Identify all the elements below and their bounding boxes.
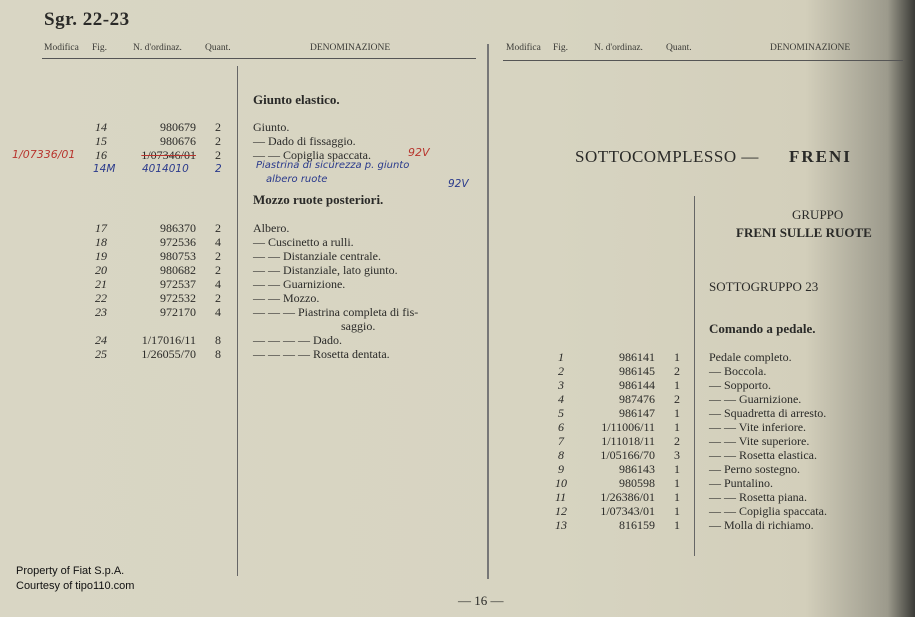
quantity: 2 [674, 434, 680, 448]
quantity: 8 [215, 347, 221, 361]
sottocomplesso-label: SOTTOCOMPLESSO — [575, 147, 759, 166]
part-number: 986143 [619, 462, 655, 476]
fig-number: 23 [95, 305, 107, 319]
quantity: 1 [674, 504, 680, 518]
part-description: Albero. [253, 221, 290, 235]
fig-number: 17 [95, 221, 107, 235]
quantity: 2 [215, 291, 221, 305]
fig-number: 9 [558, 462, 564, 476]
part-description: Giunto. [253, 120, 290, 134]
quantity: 4 [215, 235, 221, 249]
page-title: Sgr. 22-23 [44, 9, 130, 30]
header-rule-right [503, 60, 903, 61]
handwritten-description: Piastrina di sicurezza p. giunto [256, 160, 410, 171]
quantity: 4 [215, 305, 221, 319]
handwritten-part-number: 4014010 [142, 163, 189, 175]
section-title-comando: Comando a pedale. [709, 321, 816, 336]
column-divider-left [237, 66, 238, 576]
part-number: 1/26055/70 [141, 347, 196, 361]
fig-number: 5 [558, 406, 564, 420]
handwritten-note-92v-2: 92V [448, 178, 469, 190]
section-title-mozzo: Mozzo ruote posteriori. [253, 192, 384, 207]
part-number: 972532 [160, 291, 196, 305]
part-number: 972537 [160, 277, 196, 291]
sottogruppo-label: SOTTOGRUPPO 23 [709, 279, 819, 294]
part-description: — — Guarnizione. [709, 392, 802, 406]
part-description: — Puntalino. [709, 476, 774, 490]
part-description: — Perno sostegno. [709, 462, 800, 476]
handwritten-description-2: albero ruote [266, 174, 328, 185]
quantity: 2 [215, 263, 221, 277]
gruppo-name: FRENI SULLE RUOTE [736, 225, 872, 240]
page-number: — 16 — [458, 593, 504, 608]
quantity: 2 [674, 392, 680, 406]
header-quant-right: Quant. [666, 43, 692, 53]
quantity: 2 [215, 134, 221, 148]
quantity: 4 [215, 277, 221, 291]
watermark-line-2: Courtesy of tipo110.com [16, 580, 135, 592]
part-number: 986370 [160, 221, 196, 235]
part-number: 1/26386/01 [600, 490, 655, 504]
part-number: 980753 [160, 249, 196, 263]
part-number: 1/17016/11 [141, 333, 196, 347]
part-description: — — — — Rosetta dentata. [253, 347, 390, 361]
part-description: — — Copiglia spaccata. [253, 148, 371, 162]
fig-number: 4 [558, 392, 564, 406]
sottocomplesso-name: FRENI [789, 147, 852, 166]
part-description: — — Rosetta elastica. [709, 448, 817, 462]
quantity: 1 [674, 462, 680, 476]
quantity: 1 [674, 490, 680, 504]
part-number: 980682 [160, 263, 196, 277]
part-description: — — Copiglia spaccata. [709, 504, 827, 518]
part-number-struck: 1/07346/01 [141, 148, 196, 162]
part-number: 972170 [160, 305, 196, 319]
header-ordinaz-left: N. d'ordinaz. [133, 43, 182, 53]
part-number: 1/05166/70 [600, 448, 655, 462]
fig-number: 21 [95, 277, 107, 291]
fig-number: 2 [558, 364, 564, 378]
fig-number: 10 [555, 476, 567, 490]
header-fig-left: Fig. [92, 43, 108, 53]
part-description: — Molla di richiamo. [709, 518, 814, 532]
fig-number: 20 [95, 263, 107, 277]
part-description: — — Distanziale centrale. [253, 249, 381, 263]
handwritten-quantity: 2 [215, 163, 222, 175]
part-description: — — Rosetta piana. [709, 490, 807, 504]
part-number: 1/11006/11 [601, 420, 655, 434]
fig-number: 19 [95, 249, 107, 263]
quantity: 1 [674, 420, 680, 434]
part-description: — Sopporto. [709, 378, 772, 392]
part-description: — — Guarnizione. [253, 277, 346, 291]
fig-number: 3 [558, 378, 564, 392]
fig-number: 14 [95, 120, 107, 134]
part-description: — Dado di fissaggio. [253, 134, 356, 148]
part-number: 980679 [160, 120, 196, 134]
fig-number: 13 [555, 518, 567, 532]
fig-number: 15 [95, 134, 107, 148]
quantity: 8 [215, 333, 221, 347]
quantity: 2 [215, 221, 221, 235]
part-number: 816159 [619, 518, 655, 532]
quantity: 3 [674, 448, 680, 462]
header-quant-left: Quant. [205, 43, 231, 53]
quantity: 2 [674, 364, 680, 378]
part-description: Pedale completo. [709, 350, 792, 364]
quantity: 1 [674, 518, 680, 532]
fig-number: 1 [558, 350, 564, 364]
fig-number: 7 [558, 434, 564, 448]
fig-number: 11 [555, 490, 567, 504]
header-ordinaz-right: N. d'ordinaz. [594, 43, 643, 53]
part-number: 1/07343/01 [600, 504, 655, 518]
column-divider-right [694, 196, 695, 556]
header-modifica-left: Modifica [44, 43, 79, 53]
fig-number: 12 [555, 504, 567, 518]
quantity: 2 [215, 148, 221, 162]
header-modifica-right: Modifica [506, 43, 541, 53]
fig-number: 6 [558, 420, 564, 434]
part-number: 987476 [619, 392, 655, 406]
quantity: 2 [215, 120, 221, 134]
part-description: — — Mozzo. [253, 291, 320, 305]
part-number: 986141 [619, 350, 655, 364]
part-description: — — Vite superiore. [709, 434, 810, 448]
quantity: 1 [674, 378, 680, 392]
header-fig-right: Fig. [553, 43, 569, 53]
part-number: 986144 [619, 378, 655, 392]
part-number: 986145 [619, 364, 655, 378]
fig-number: 18 [95, 235, 107, 249]
part-number: 972536 [160, 235, 196, 249]
part-number: 1/11018/11 [601, 434, 655, 448]
header-denominazione-left: DENOMINAZIONE [310, 43, 391, 53]
gruppo-label: GRUPPO [792, 207, 844, 222]
fig-number: 25 [95, 347, 107, 361]
part-number: 980598 [619, 476, 655, 490]
header-rule-left [42, 58, 476, 59]
quantity: 1 [674, 406, 680, 420]
part-description: — — — Piastrina completa di fis- [253, 305, 419, 319]
quantity: 1 [674, 476, 680, 490]
handwritten-modification-note: 1/07336/01 [12, 148, 76, 161]
handwritten-note-92v: 92V [408, 146, 430, 159]
part-number: 986147 [619, 406, 655, 420]
quantity: 1 [674, 350, 680, 364]
part-description: — Boccola. [709, 364, 767, 378]
part-description: — — Distanziale, lato giunto. [253, 263, 398, 277]
fig-number: 8 [558, 448, 564, 462]
part-number: 980676 [160, 134, 196, 148]
handwritten-fig: 14M [93, 163, 116, 175]
page-center-divider [487, 44, 489, 579]
section-title-giunto: Giunto elastico. [253, 92, 340, 107]
fig-number: 16 [95, 148, 107, 162]
part-description: — Squadretta di arresto. [709, 406, 827, 420]
fig-number: 22 [95, 291, 107, 305]
header-denominazione-right: DENOMINAZIONE [770, 43, 851, 53]
fig-number: 24 [95, 333, 107, 347]
part-description: — — — — Dado. [253, 333, 342, 347]
watermark-line-1: Property of Fiat S.p.A. [16, 565, 125, 577]
part-description: — Cuscinetto a rulli. [253, 235, 354, 249]
part-description-continued: saggio. [341, 319, 376, 333]
part-description: — — Vite inferiore. [709, 420, 807, 434]
quantity: 2 [215, 249, 221, 263]
